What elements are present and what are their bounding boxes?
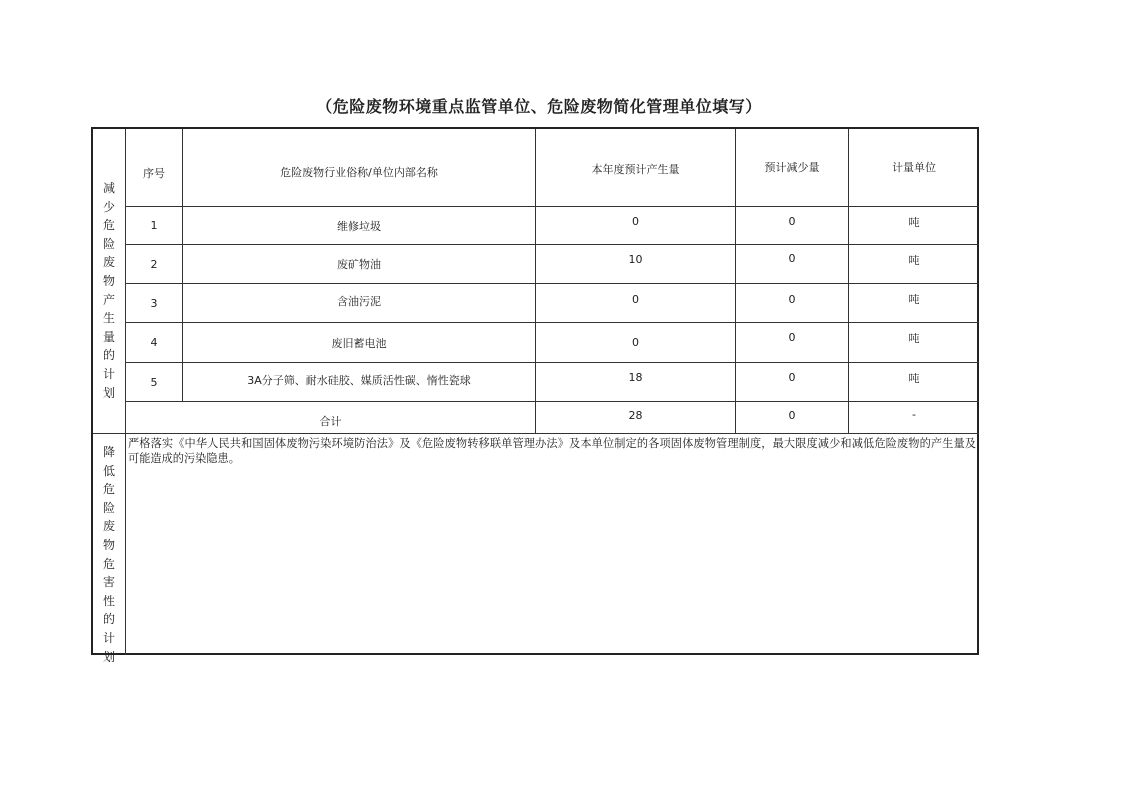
section-label-char: 生 — [102, 311, 115, 326]
row-seq: 1 — [150, 219, 158, 232]
header-amount: 本年度预计产生量 — [591, 163, 680, 176]
row-unit: 吨 — [908, 332, 920, 345]
row-reduction: 0 — [788, 293, 796, 306]
row-reduction: 0 — [788, 371, 796, 384]
section-label-char: 危 — [102, 218, 115, 233]
total-unit: - — [912, 408, 916, 421]
section-label-char: 物 — [102, 273, 115, 288]
row-amount: 0 — [632, 293, 639, 306]
section-label-char: 降 — [102, 445, 115, 459]
section-label-char: 的 — [102, 612, 115, 627]
header-seq: 序号 — [143, 167, 165, 180]
total-label: 合计 — [319, 415, 342, 428]
section-label-char: 的 — [102, 348, 115, 363]
section2-text: 严格落实《中华人民共和国固体废物污染环境防治法》及《危险废物转移联单管理办法》及本单位制定的各项固体废物管理制度，最大限度减少和减低危险废物的产生量及可能造成的污染隐患。 — [128, 437, 976, 465]
row-reduction: 0 — [788, 215, 796, 228]
section-label-char: 少 — [102, 199, 115, 214]
row-amount: 18 — [628, 371, 643, 384]
row-amount: 10 — [628, 253, 643, 266]
total-reduction: 0 — [788, 409, 796, 422]
total-amount: 28 — [628, 409, 643, 422]
row-unit: 吨 — [908, 293, 920, 306]
row-unit: 吨 — [908, 216, 920, 229]
row-name: 废旧蓄电池 — [331, 336, 387, 350]
section-label-char: 减 — [102, 181, 115, 195]
plan-table — [91, 127, 979, 664]
section-label-char: 计 — [102, 366, 115, 381]
section-label-char: 险 — [102, 236, 115, 251]
section-label-char: 划 — [102, 649, 115, 664]
row-unit: 吨 — [908, 254, 920, 267]
section-label-char: 产 — [102, 292, 115, 307]
row-name: 含油污泥 — [337, 295, 381, 308]
section-label-char: 量 — [102, 329, 115, 344]
section-divider — [93, 433, 979, 434]
row-name: 维修垃圾 — [337, 219, 381, 233]
row-name: 3A分子筛、耐水硅胶、媒质活性碳、惰性瓷球 — [247, 374, 471, 387]
section-label-char: 害 — [102, 575, 115, 590]
row-seq: 3 — [150, 296, 158, 310]
row-seq: 5 — [150, 375, 158, 389]
row-unit: 吨 — [908, 372, 920, 385]
page-title: （危险废物环境重点监管单位、危险废物简化管理单位填写） — [316, 97, 762, 116]
section-label-char: 险 — [102, 500, 115, 515]
section-label-char: 废 — [102, 519, 115, 534]
section-label-char: 危 — [102, 482, 115, 497]
section-label-char: 物 — [102, 537, 115, 552]
row-name: 废矿物油 — [337, 258, 381, 271]
section-label-char: 低 — [102, 463, 115, 478]
section-label-char: 划 — [102, 385, 115, 400]
section-label-char: 危 — [102, 556, 115, 571]
row-reduction: 0 — [788, 252, 796, 265]
section-label-char: 计 — [102, 630, 115, 645]
row-amount: 0 — [632, 336, 639, 349]
row-reduction: 0 — [788, 331, 796, 344]
row-seq: 4 — [150, 336, 158, 349]
side-divider-2 — [125, 433, 126, 655]
row-seq: 2 — [150, 257, 158, 271]
row-amount: 0 — [632, 215, 639, 228]
section2-label — [93, 443, 125, 666]
section1-label — [93, 179, 125, 402]
section-label-char: 性 — [102, 593, 115, 608]
section-label-char: 废 — [102, 255, 115, 270]
header-name: 危险废物行业俗称/单位内部名称 — [280, 166, 438, 179]
header-reduction: 预计减少量 — [764, 161, 820, 174]
header-unit: 计量单位 — [892, 161, 936, 174]
